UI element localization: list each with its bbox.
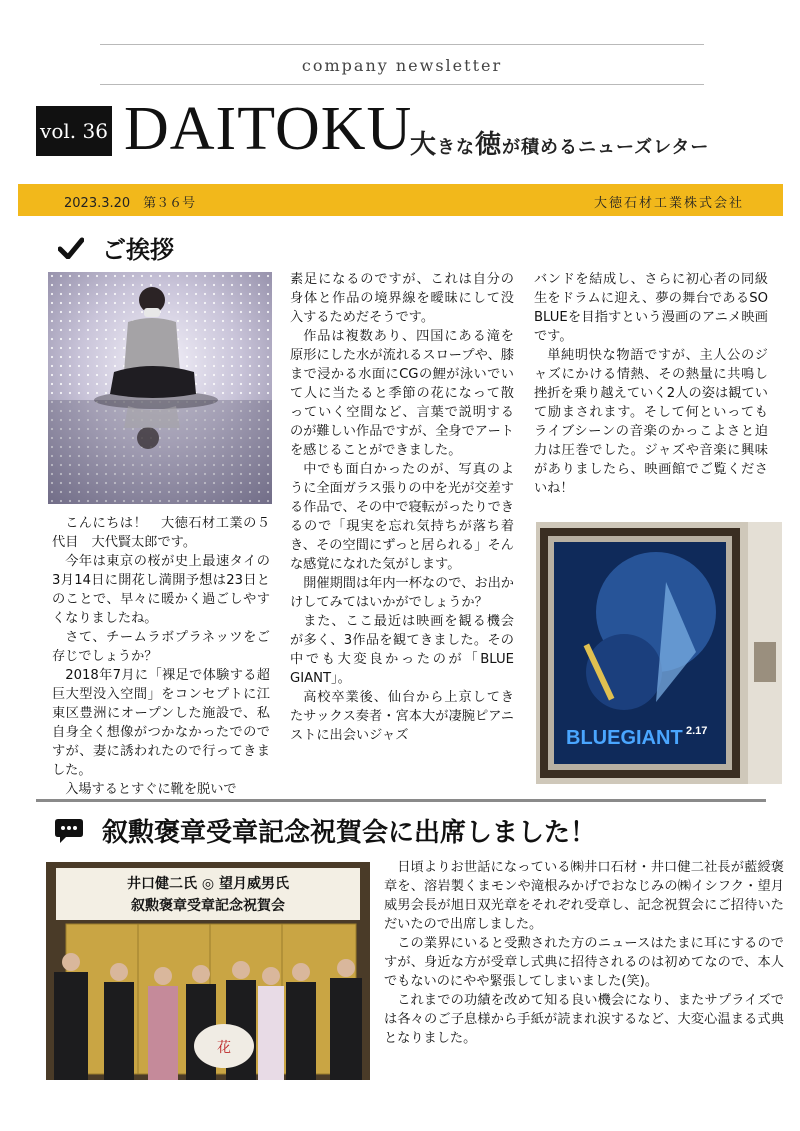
checkmark-icon <box>58 237 84 259</box>
poster-title: BLUEGIANT <box>566 727 683 749</box>
issue-date: 2023.3.20 第３６号 <box>64 196 196 211</box>
banner-line-1: 井口健二氏 ◎ 望月威男氏 <box>127 876 289 892</box>
event-title: 叙勲褒章受章記念祝賀会に出席しました！ <box>102 818 597 848</box>
paragraph: 高校卒業後、仙台から上京してきたサックス奏者・宮本大が凄腕ピアニストに出会いジャズ <box>290 690 514 743</box>
paragraph: 開催期間は年内一杯なので、お出かけしてみてはいかがでしょうか？ <box>290 576 514 610</box>
banner-line-2: 叙勲褒章受章記念祝賀会 <box>131 898 285 914</box>
mirror-room-photo <box>48 272 272 504</box>
company-name: 大徳石材工業株式会社 <box>593 196 744 211</box>
barrel-text: 花 <box>217 1040 231 1056</box>
top-rule <box>100 44 704 45</box>
paragraph: 入場するとすぐに靴を脱いで <box>65 782 237 797</box>
greeting-column-3 <box>534 270 768 498</box>
paragraph: 中でも面白かったのが、写真のように全面ガラス張りの中を光が交差する作品で、その中で寝転がったりできるので「現実を忘れ気持ちが落ち着き、その空間にずっと居られる」そんな感覚になれた気がします。 <box>290 462 514 572</box>
paragraph: 日頃よりお世話になっている㈱井口石材・井口健二社長が藍綬褒章を、溶岩製くまモンや滝根みかげでおなじみの㈱イシフク・望月威男会長が旭日双光章をそれぞれ受章し、記念祝賀会にご招待いただいたので出席しました。 <box>384 860 784 932</box>
event-text <box>384 858 784 1048</box>
tagline-rule <box>100 84 704 85</box>
paragraph: 素足になるのですが、これは自分の身体と作品の境界線を曖昧にして没入するためだそうです。 <box>290 272 514 325</box>
event-heading <box>54 812 596 849</box>
ceremony-photo <box>46 862 370 1080</box>
paragraph: また、ここ最近は映画を観る機会が多く、3作品を観てきました。その中でも大変良かったのが「BLUE GIANT」。 <box>290 614 514 686</box>
subtitle-part: 徳 <box>475 130 503 160</box>
poster-date: 2.17 <box>686 725 708 737</box>
subtitle-part: 大 <box>410 130 438 160</box>
paragraph: バンドを結成し、さらに初心者の同級生をドラムに迎え、夢の舞台であるSO BLUEを目指すという漫画のアニメ映画です。 <box>534 272 768 344</box>
greeting-heading <box>58 230 174 265</box>
greeting-column-1 <box>52 514 270 799</box>
brand-title: DAITOKU <box>124 95 413 163</box>
subtitle-part: きな <box>437 137 476 158</box>
paragraph: 単純明快な物語ですが、主人公のジャズにかける情熱、その熱量に共鳴し挫折を乗り越えていく2人の姿は観ていて励まされます。そして何といってもライブシーンの音楽のかっこよさと迫力は圧巻でした。ジャズや音楽に興味がありましたら、映画館でご覧くださいね！ <box>534 348 768 496</box>
tagline: company newsletter <box>301 56 503 75</box>
volume-badge: vol. 36 <box>36 106 112 156</box>
greeting-column-2 <box>290 270 514 745</box>
greeting-title: ご挨拶 <box>102 235 174 264</box>
paragraph: この業界にいると受勲された方のニュースはたまに耳にするのですが、身近な方が受章し式典に招待されるのは初めてなので、本人でもないのにやや緊張してしまいました(笑)。 <box>384 936 784 989</box>
movie-poster-photo <box>536 522 782 784</box>
subtitle-part: が積めるニューズレター <box>502 137 710 158</box>
paragraph: 作品は複数あり、四国にある滝を原形にした水が流れるスロープや、膝まで浸かる水面にCGの鯉が泳いでいて人に当たると季節の花になって散っていく空間など、言葉で説明するのが難しい作品ですが、全身でアートを感じることができました。 <box>290 329 514 458</box>
speech-bubble-icon <box>54 817 84 845</box>
paragraph: 今年は東京の桜が史上最速タイの3月14日に開花し満開予想は23日とのことで、早々に暖かく過ごしやすくなりましたね。 <box>52 554 270 626</box>
paragraph: 2018年7月に「裸足で体験する超巨大型没入空間」をコンセプトに江東区豊洲にオープンした施設で、私自身全く想像がつかなかったでのですが、妻に誘われたので行ってきました。 <box>52 668 270 778</box>
paragraph: こんにちは！ 大徳石材工業の５代目 大代賢太郎です。 <box>52 516 270 550</box>
section-divider <box>36 799 766 802</box>
subtitle <box>410 124 709 161</box>
paragraph: これまでの功績を改めて知る良い機会になり、またサプライズでは各々のご子息様から手紙が読まれ涙するなど、大変心温まる式典となりました。 <box>384 993 784 1046</box>
paragraph: さて、チームラボプラネッツをご存じでしょうか？ <box>52 630 270 664</box>
